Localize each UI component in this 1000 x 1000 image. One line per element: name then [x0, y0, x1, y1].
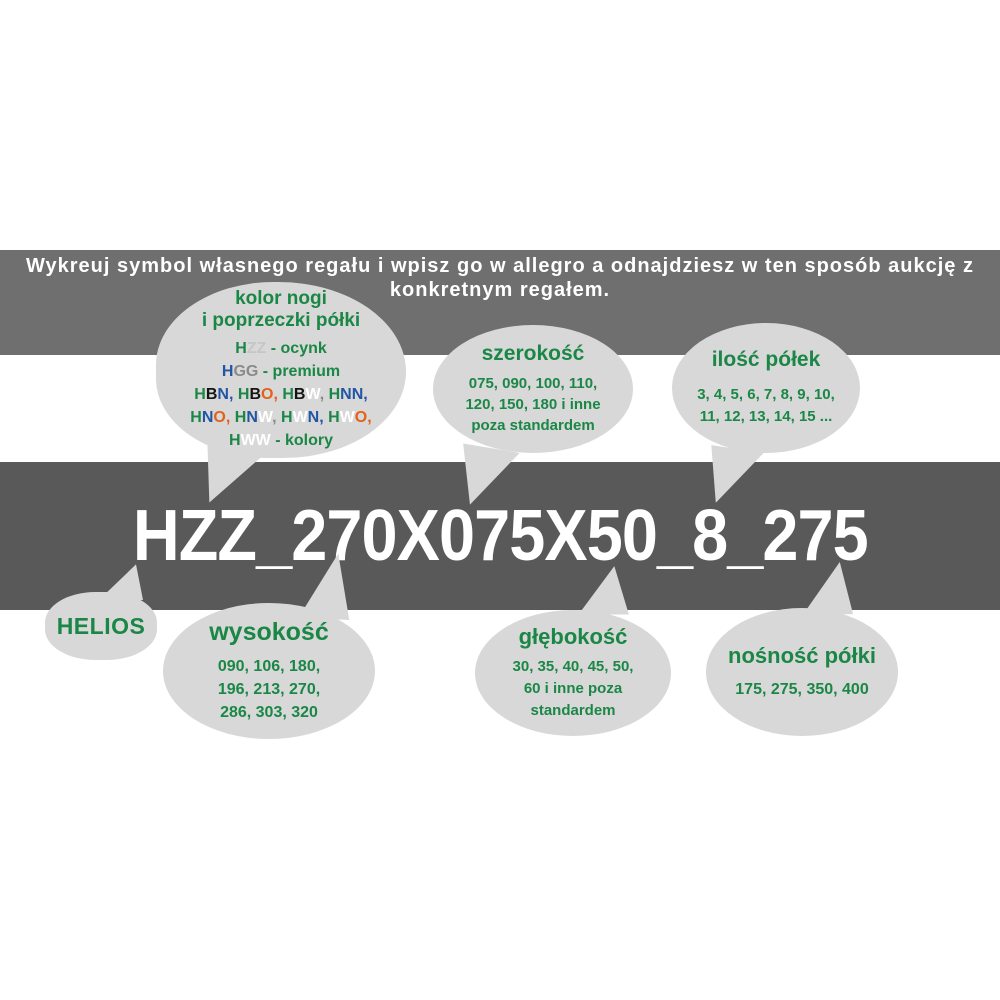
- text-line: 090, 106, 180,: [217, 657, 321, 675]
- color-code-segment: B: [293, 385, 306, 403]
- shelf-count-title: ilość półek: [711, 347, 821, 371]
- text-line: 60 i inne poza: [523, 679, 623, 697]
- color-code-segment: ,: [367, 408, 372, 426]
- code-band: [0, 462, 1000, 610]
- load-bubble: [706, 608, 898, 736]
- color-code-segment: O: [261, 385, 274, 403]
- text-line: 120, 150, 180 i inne: [465, 396, 601, 414]
- color-code-segment: ,: [228, 385, 238, 403]
- color-legend-title: [202, 288, 360, 332]
- depth-bubble: [475, 610, 671, 736]
- color-code-segment: H: [234, 408, 247, 426]
- color-code-segment: N: [201, 408, 214, 426]
- load-title: nośność półki: [728, 643, 876, 669]
- color-code-segment: ,: [319, 385, 329, 403]
- header-text-line-1: Wykreuj symbol własnego regału i wpisz go w allegro a odnajdziesz w ten sposób aukcję z: [26, 255, 974, 277]
- color-code-segment: N: [246, 408, 258, 426]
- text-line: 175, 275, 350, 400: [735, 680, 869, 698]
- brand-label: HELIOS: [56, 612, 146, 639]
- color-code-segment: H: [229, 431, 241, 449]
- color-code-line: [190, 337, 371, 360]
- color-code-line: [190, 360, 371, 383]
- text-line: 30, 35, 40, 45, 50,: [512, 657, 634, 675]
- text-line: 11, 12, 13, 14, 15 ...: [699, 408, 833, 426]
- product-code-text: HZZ_270X075X50_8_275: [132, 496, 868, 576]
- header-text-line-2: konkretnym regałem.: [389, 279, 611, 301]
- color-code-segment: ,: [225, 408, 235, 426]
- color-legend-title-line-1: kolor nogi: [235, 288, 327, 310]
- height-values: [218, 655, 320, 724]
- color-code-segment: W: [305, 385, 320, 403]
- color-code-segment: H: [282, 385, 294, 403]
- brand-bubble: [45, 592, 157, 660]
- color-code-segment: O: [354, 408, 368, 426]
- color-code-segment: N: [217, 385, 229, 403]
- color-code-segment: H: [221, 362, 234, 380]
- text-line: poza standardem: [471, 417, 595, 435]
- text-line: 286, 303, 320: [220, 703, 318, 721]
- height-title: wysokość: [209, 618, 329, 647]
- color-code-segment: B: [205, 385, 218, 403]
- text-line: 075, 090, 100, 110,: [468, 375, 598, 393]
- depth-values: [513, 656, 634, 722]
- color-code-segment: H: [235, 339, 247, 357]
- color-code-line: [190, 429, 371, 452]
- width-title: szerokość: [481, 341, 585, 365]
- color-code-segment: H: [328, 408, 340, 426]
- color-code-segment: H: [328, 385, 341, 403]
- shelf-count-bubble: [672, 323, 860, 453]
- color-code-segment: W: [292, 408, 308, 426]
- color-code-segment: H: [281, 408, 293, 426]
- color-code-segment: - ocynk: [266, 339, 327, 357]
- depth-title: głębokość: [518, 624, 628, 650]
- color-code-segment: NN: [340, 385, 364, 403]
- color-code-segment: GG: [233, 362, 259, 380]
- text-line: 196, 213, 270,: [217, 680, 321, 698]
- color-code-segment: O: [213, 408, 226, 426]
- color-code-segment: ,: [273, 385, 283, 403]
- text-line: 3, 4, 5, 6, 7, 8, 9, 10,: [697, 386, 835, 404]
- color-code-segment: H: [237, 385, 250, 403]
- shelf-count-values: [697, 384, 835, 428]
- color-code-segment: ,: [363, 385, 368, 403]
- load-values: [735, 679, 868, 701]
- color-code-segment: B: [249, 385, 261, 403]
- color-legend-title-line-2: i poprzeczki półki: [201, 310, 361, 331]
- color-code-segment: - premium: [258, 362, 341, 380]
- color-code-segment: W: [339, 408, 355, 426]
- width-bubble: [433, 325, 633, 453]
- color-code-line: [190, 383, 371, 406]
- text-line: standardem: [530, 701, 616, 719]
- color-code-segment: W: [257, 408, 273, 426]
- width-values: [465, 373, 600, 436]
- color-code-segment: WW: [240, 431, 271, 449]
- color-code-segment: ZZ: [246, 339, 267, 357]
- color-code-segment: ,: [319, 408, 329, 426]
- color-code-segment: H: [190, 408, 202, 426]
- color-code-line: [190, 406, 371, 429]
- color-code-segment: N: [307, 408, 320, 426]
- color-code-segment: H: [194, 385, 206, 403]
- color-code-segment: - kolory: [270, 431, 333, 449]
- color-code-segment: ,: [272, 408, 281, 426]
- height-bubble: [163, 603, 375, 739]
- color-legend-bubble: [156, 282, 406, 458]
- color-code-list: [190, 337, 371, 452]
